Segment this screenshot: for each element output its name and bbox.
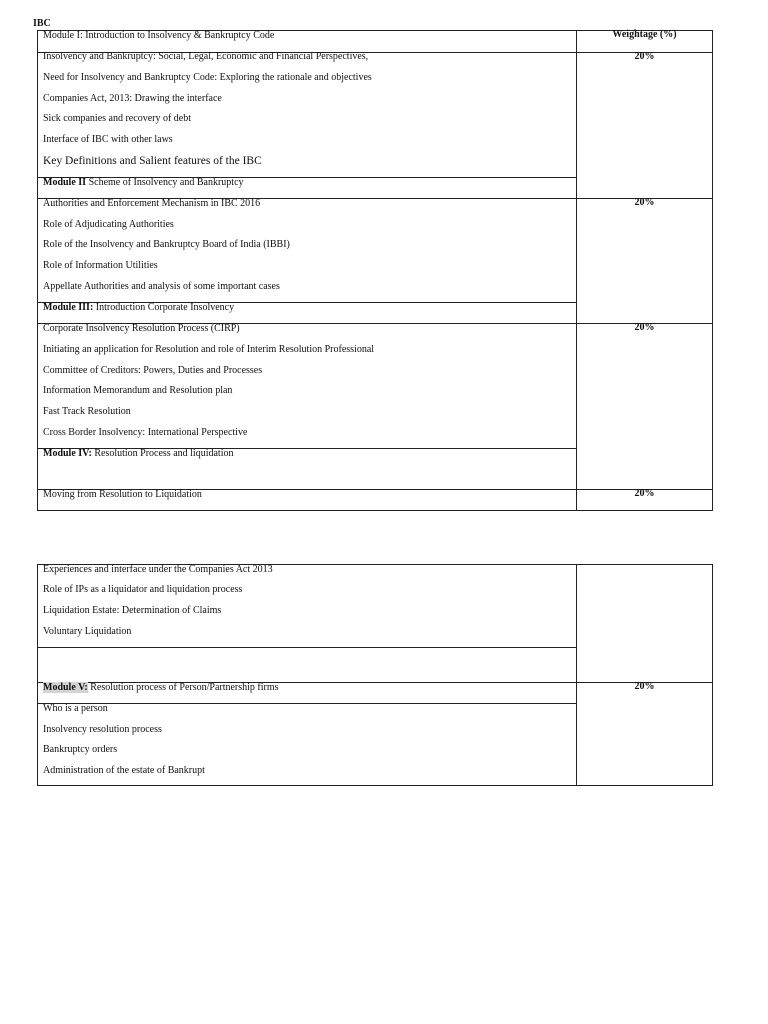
module-3-title: Introduction Corporate Insolvency: [93, 302, 235, 313]
module-5-topic: Who is a person: [43, 703, 108, 714]
table-border: [712, 564, 713, 786]
module-2-label: Module II: [43, 177, 87, 188]
module-1-topic: Need for Insolvency and Bankruptcy Code: Exploring the rationale and objectives: [43, 72, 372, 83]
module-3-topic: Information Memorandum and Resolution plan: [43, 385, 233, 396]
module-3-weightage: 20%: [634, 322, 655, 333]
module-1-weightage: 20%: [634, 51, 655, 62]
module-2-topic: Role of Information Utilities: [43, 260, 158, 271]
module-1-topic: Companies Act, 2013: Drawing the interface: [43, 93, 222, 104]
module-4-topic: Moving from Resolution to Liquidation: [43, 489, 202, 500]
module-4-weightage: 20%: [634, 488, 655, 499]
module-2-title: Scheme of Insolvency and Bankruptcy: [86, 177, 244, 188]
table-border: [712, 30, 713, 511]
module-5-weightage: 20%: [634, 681, 655, 692]
module-3-topic: Corporate Insolvency Resolution Process (CIRP): [43, 323, 240, 334]
module-5-label: Module V:: [43, 682, 88, 693]
module-4-topic: Experiences and interface under the Companies Act 2013: [43, 564, 273, 575]
table-border: [576, 564, 577, 786]
module-1-topic: Key Definitions and Salient features of the IBC: [43, 155, 262, 167]
module-5-heading: [43, 682, 279, 694]
table-border: [576, 30, 577, 511]
module-3-topic: Fast Track Resolution: [43, 406, 131, 417]
module-4-label: Module IV:: [43, 448, 92, 459]
module-2-weightage: 20%: [634, 197, 655, 208]
module-5-topic: Insolvency resolution process: [43, 724, 162, 735]
module-2-topic: Role of the Insolvency and Bankruptcy Board of India (IBBI): [43, 239, 290, 250]
module-3-heading: [43, 302, 234, 314]
module-3-topic: Initiating an application for Resolution and role of Interim Resolution Professional: [43, 344, 375, 355]
module-2-topic: Role of Adjudicating Authorities: [43, 219, 174, 230]
table-border: [37, 785, 713, 786]
module-3-topic: Cross Border Insolvency: International Perspective: [43, 427, 248, 438]
table-border: [37, 703, 577, 704]
module-4-title: Resolution Process and liquidation: [91, 448, 234, 459]
module-4-topic: Voluntary Liquidation: [43, 626, 132, 637]
document-title: IBC: [33, 18, 51, 29]
module-2-heading: [43, 177, 244, 189]
module-1-topic: Sick companies and recovery of debt: [43, 113, 192, 124]
table-border: [37, 647, 577, 648]
module-1-topic: Interface of IBC with other laws: [43, 134, 173, 145]
module-1-heading: Module I: Introduction to Insolvency & Bankruptcy Code: [43, 30, 275, 41]
table-border: [37, 564, 38, 786]
module-1-topic: Insolvency and Bankruptcy: Social, Legal, Economic and Financial Perspectives,: [43, 51, 369, 62]
module-4-heading: [43, 448, 233, 460]
module-3-topic: Committee of Creditors: Powers, Duties and Processes: [43, 365, 263, 376]
module-5-topic: Bankruptcy orders: [43, 744, 118, 755]
table-border: [37, 30, 38, 511]
module-2-topic: Appellate Authorities and analysis of some important cases: [43, 281, 280, 292]
weightage-header: Weightage (%): [612, 29, 677, 40]
module-3-label: Module III:: [43, 302, 94, 313]
module-4-topic: Role of IPs as a liquidator and liquidation process: [43, 584, 243, 595]
module-4-topic: Liquidation Estate: Determination of Claims: [43, 605, 222, 616]
module-5-topic: Administration of the estate of Bankrupt: [43, 765, 205, 776]
module-2-topic: Authorities and Enforcement Mechanism in IBC 2016: [43, 198, 261, 209]
table-border: [37, 510, 713, 511]
module-5-title: Resolution process of Person/Partnership firms: [87, 682, 279, 693]
